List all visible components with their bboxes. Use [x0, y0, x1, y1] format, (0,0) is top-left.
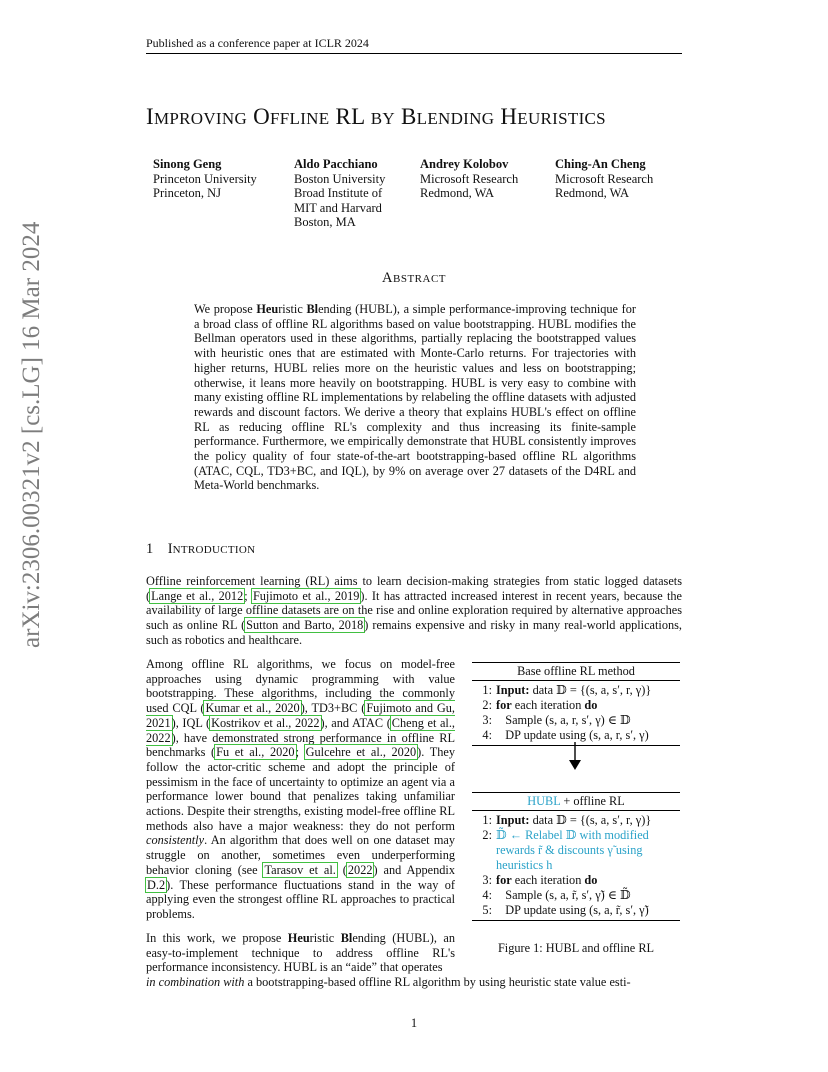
- citation-link[interactable]: Lange et al., 2012: [151, 588, 244, 603]
- header-rule: [146, 53, 682, 54]
- author-affiliation: MIT and Harvard: [294, 200, 382, 215]
- text: ), and ATAC (: [320, 715, 391, 730]
- emphasis: consistently: [146, 833, 205, 848]
- section-number: 1: [146, 541, 154, 557]
- abstract-body: [194, 302, 636, 493]
- text: ). It has attracted increased interest in recent years, because the availability of large offline datasets are on the rise and online exploration required by alternative approaches such as online RL (: [146, 588, 682, 633]
- citation-link[interactable]: Sutton and Barto, 2018: [246, 618, 364, 633]
- base-algorithm-line-3: 3: Sample (s, a, r, s′, γ) ∈ 𝔻: [482, 713, 631, 727]
- author-1: [153, 157, 257, 201]
- abstract-heading: [0, 270, 828, 287]
- citation-link[interactable]: Fujimoto and Gu, 2021: [146, 701, 455, 730]
- text: ;: [244, 588, 252, 603]
- base-algorithm-line-4: 4: DP update using (s, a, r, s′, γ): [482, 728, 649, 742]
- base-algorithm-line-2: 2: for each iteration do: [482, 698, 598, 712]
- page-number: 1: [410, 1016, 418, 1030]
- author-4: [555, 157, 653, 201]
- text: (: [336, 862, 347, 877]
- base-algorithm-box: [472, 662, 680, 746]
- intro-paragraph-3-continued: [146, 975, 686, 990]
- hubl-algorithm-box: [472, 792, 680, 922]
- author-name: Sinong Geng: [153, 157, 222, 171]
- conference-header: Published as a conference paper at ICLR 2024: [146, 36, 369, 50]
- intro-paragraph-2: [146, 657, 455, 922]
- author-affiliation: Princeton, NJ: [153, 186, 222, 201]
- hubl-algorithm-line-7: 5: DP update using (s, a, r̃, s′, γ̃): [482, 903, 649, 917]
- author-name: Andrey Kolobov: [420, 157, 509, 171]
- intro-paragraph-3: [146, 931, 455, 975]
- rule: [472, 810, 680, 811]
- author-affiliation: Redmond, WA: [420, 186, 495, 201]
- abstract-heading-text: ABSTRACT: [382, 270, 446, 286]
- base-algorithm-line-1: 1: Input: data 𝔻 = {(s, a, s′, r, γ)}: [482, 683, 652, 697]
- paper-title: [146, 104, 686, 130]
- author-name: Ching-An Cheng: [555, 157, 646, 171]
- author-affiliation: Princeton University: [153, 171, 257, 186]
- hubl-algorithm-line-6: 4: Sample (s, a, r̃, s′, γ̃) ∈ 𝔻̃: [482, 888, 631, 902]
- text: ristic: [309, 931, 341, 945]
- abstract-text: ending (HUBL), a simple performance-improving technique for a broad class of offline RL algorithms based on value bootstrapping. HUBL modifies the Bellman operators used in these algorithms, partially replacing the bootstrapped values with heuristic ones that are estimated with Monte-Carlo returns. For trajectories with higher returns, HUBL relies more on the heuristic values and less on bootstrapping; otherwise, it leans more heavily on bootstrapping. HUBL is very easy to combine with many existing offline RL implementations by relabeling the offline datasets with adjusted rewards and discount factors. We derive a theory that explains HUBL's effect on offline RL as reducing offline RL's complexity and thus increasing its finite-sample performance. Furthermore, we empirically demonstrate that HUBL consistently improves the policy quality of four state-of-the-art bootstrapping-based offline RL algorithms (ATAC, CQL, TD3+BC, and IQL), by 9% on average over 27 datasets of the D4RL and Meta-World benchmarks.: [194, 302, 636, 493]
- hubl-title-highlight: HUBL: [527, 794, 561, 808]
- text: ) remains expensive and risky in many real-world applications, such as robotics and healthcare.: [146, 618, 682, 647]
- abstract-bold: Heu: [256, 302, 279, 316]
- text: . An algorithm that does well on one dataset may struggle on another, sometimes even underperforming behavior cloning (see: [146, 833, 455, 877]
- author-2: [294, 157, 385, 230]
- author-name: Aldo Pacchiano: [294, 157, 378, 171]
- figure-caption: Figure 1: HUBL and offline RL: [497, 941, 655, 955]
- citation-link[interactable]: Cheng et al., 2022: [146, 715, 455, 745]
- intro-paragraph-1: [146, 574, 682, 648]
- citation-link[interactable]: Fujimoto et al., 2019: [252, 588, 360, 603]
- text: ending (HUBL), an easy-to-implement technique to address offline RL's performance inconsistency. HUBL is an “aide” that operates: [146, 931, 456, 975]
- emphasis: in combination with: [146, 975, 245, 989]
- hubl-title-rest: + offline RL: [560, 794, 625, 808]
- author-3: [420, 157, 518, 201]
- text: ;: [295, 745, 305, 760]
- text: ), TD3+BC (: [300, 701, 366, 716]
- bold-text: Bl: [340, 931, 353, 945]
- text: a bootstrapping-based offline RL algorithm by using heuristic state value esti-: [244, 975, 631, 989]
- abstract-text: We propose: [194, 302, 257, 316]
- text: ), have demonstrated strong performance in offline RL benchmarks (: [146, 730, 455, 760]
- author-affiliation: Microsoft Research: [555, 171, 654, 186]
- down-arrow-icon: [566, 741, 584, 771]
- author-affiliation: Boston, MA: [294, 215, 356, 230]
- citation-link[interactable]: Fu et al., 2020: [216, 745, 295, 760]
- rule: [472, 662, 680, 663]
- text: Offline reinforcement learning (RL) aims to learn decision-making strategies from static logged datasets (: [146, 574, 682, 603]
- hubl-algorithm-line-2: 2: 𝔻̃ ← Relabel 𝔻 with modified: [482, 828, 649, 842]
- abstract-bold: Bl: [306, 302, 319, 316]
- abstract-text: ristic: [278, 302, 307, 316]
- appendix-link[interactable]: D.2: [147, 877, 166, 892]
- hubl-algorithm-line-3: rewards r̃ & discounts γ̃ using: [496, 843, 643, 857]
- author-affiliation: Broad Institute of: [294, 186, 383, 201]
- citation-link[interactable]: Kostrikov et al., 2022: [211, 715, 320, 730]
- arxiv-stamp-text: arXiv:2306.00321v2 [cs.LG] 16 Mar 2024: [18, 221, 45, 648]
- author-affiliation: Redmond, WA: [555, 186, 630, 201]
- citation-link[interactable]: Tarasov et al.: [264, 862, 336, 877]
- rule: [472, 792, 680, 793]
- base-algorithm-title: Base offline RL method: [517, 664, 635, 678]
- hubl-algorithm-line-1: 1: Input: data 𝔻 = {(s, a, s′, r, γ)}: [482, 813, 652, 827]
- citation-link[interactable]: 2022: [347, 862, 373, 877]
- bold-text: Heu: [287, 931, 310, 945]
- rule: [472, 680, 680, 681]
- citation-link[interactable]: Kumar et al., 2020: [205, 701, 300, 716]
- citation-link[interactable]: Gulcehre et al., 2020: [305, 745, 417, 760]
- text: In this work, we propose: [146, 931, 288, 945]
- section-title: INTRODUCTION: [167, 541, 256, 557]
- text: ), IQL (: [171, 715, 211, 730]
- text: Among offline RL algorithms, we focus on model-free approaches using dynamic programming with value bootstrapping. These algorithms, including the commonly used CQL (: [146, 657, 455, 716]
- rule: [472, 920, 680, 921]
- hubl-algorithm-line-5: 3: for each iteration do: [482, 873, 598, 887]
- paper-title-text: IMPROVING OFFLINE RL BY BLENDING HEURISTICS: [146, 104, 606, 129]
- text: ) and Appendix: [373, 862, 455, 877]
- hubl-algorithm-line-4: heuristics h: [496, 858, 553, 872]
- section-heading: [146, 541, 255, 558]
- text: ). They follow the actor-critic scheme and adopt the principle of pessimism in the face of uncertainty to optimize an agent via a performance lower bound that penalizes taking unfamiliar actions. Despite their strengths, existing model-free offline RL methods also have a major weakness: they do not perform: [146, 745, 455, 833]
- text: ). These performance fluctuations stand in the way of applying even the strongest offline RL approaches to practical problems.: [146, 877, 455, 921]
- hubl-algorithm-title: [472, 794, 680, 809]
- author-affiliation: Boston University: [294, 171, 386, 186]
- author-affiliation: Microsoft Research: [420, 171, 519, 186]
